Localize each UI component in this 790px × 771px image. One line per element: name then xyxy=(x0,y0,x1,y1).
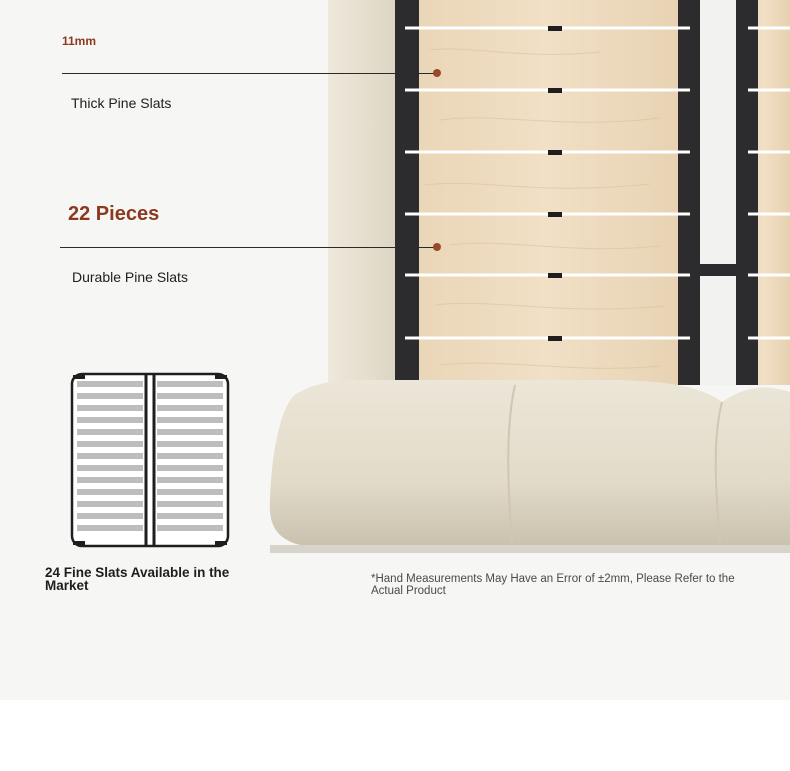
comparison-caption: 24 Fine Slats Available in the Market xyxy=(45,565,230,593)
slat-count-label: Durable Pine Slats xyxy=(72,269,188,285)
slat-thickness-value: 11mm xyxy=(62,34,97,48)
slat-thickness-label: Thick Pine Slats xyxy=(71,95,172,111)
bed-cushion xyxy=(270,380,790,548)
slat-count-leader-line xyxy=(60,247,436,248)
upholstered-side-rail xyxy=(328,0,398,395)
support-rail-outer xyxy=(395,0,419,385)
support-rail-center-left xyxy=(678,0,700,385)
measurement-disclaimer: *Hand Measurements May Have an Error of ±2mm, Please Refer to the Actual Product xyxy=(371,573,735,597)
slat-frame-icon xyxy=(70,372,230,548)
slat-thickness-leader-line xyxy=(62,73,436,74)
center-gap xyxy=(700,0,736,385)
slat-thickness-marker-dot xyxy=(433,69,441,77)
support-rail-center-right xyxy=(736,0,758,385)
slat-count-marker-dot xyxy=(433,243,441,251)
slat-count-value: 22 Pieces xyxy=(68,203,160,225)
slat-deck-left xyxy=(398,0,698,385)
cushion-shadow xyxy=(270,545,790,553)
center-bracket xyxy=(700,264,736,276)
